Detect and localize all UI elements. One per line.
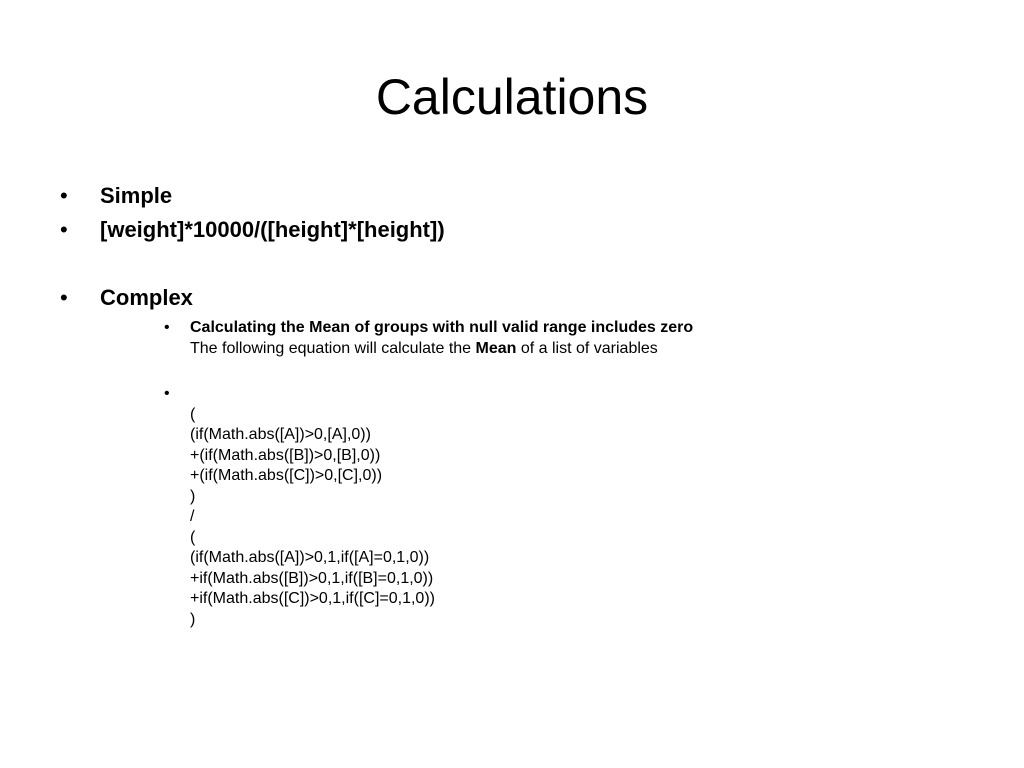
simple-formula: [weight]*10000/([height]*[height])	[100, 217, 445, 242]
bullet-icon: •	[60, 217, 68, 242]
equation-line: (if(Math.abs([A])>0,[A],0))	[190, 426, 371, 443]
bullet-icon: •	[164, 319, 170, 336]
mean-desc-before: The following equation will calculate the	[190, 339, 476, 357]
mean-heading: Calculating the Mean of groups with null valid range includes zero	[190, 319, 694, 336]
equation-blank-line	[190, 384, 435, 405]
equation-line: +if(Math.abs([C])>0,1,if([C]=0,1,0))	[190, 590, 435, 607]
bullet-complex	[60, 283, 193, 313]
mean-desc-bold: Mean	[475, 339, 517, 357]
equation-line: /	[190, 508, 195, 525]
bullet-icon: •	[60, 285, 68, 310]
bullet-icon: •	[60, 183, 68, 208]
simple-heading: Simple	[100, 183, 173, 208]
complex-heading: Complex	[100, 285, 193, 310]
equation-line: )	[190, 487, 196, 505]
equation-line: (	[190, 528, 196, 546]
equation-line: )	[190, 610, 196, 628]
mean-desc-after: of a list of variables	[516, 339, 658, 357]
bullet-simple	[60, 181, 173, 211]
bullet-mean	[164, 318, 694, 359]
equation-line: +(if(Math.abs([C])>0,[C],0))	[190, 467, 383, 484]
bullet-icon: •	[164, 385, 170, 402]
equation-line: (	[190, 405, 196, 423]
equation-line: +if(Math.abs([B])>0,1,if([B]=0,1,0))	[190, 569, 434, 587]
mean-description	[190, 339, 693, 360]
slide-title: Calculations	[375, 69, 649, 125]
equation-line: (if(Math.abs([A])>0,1,if([A]=0,1,0))	[190, 549, 430, 566]
equation-line: +(if(Math.abs([B])>0,[B],0))	[190, 446, 381, 464]
bullet-equation	[164, 384, 435, 630]
bullet-simple-formula	[60, 215, 445, 245]
